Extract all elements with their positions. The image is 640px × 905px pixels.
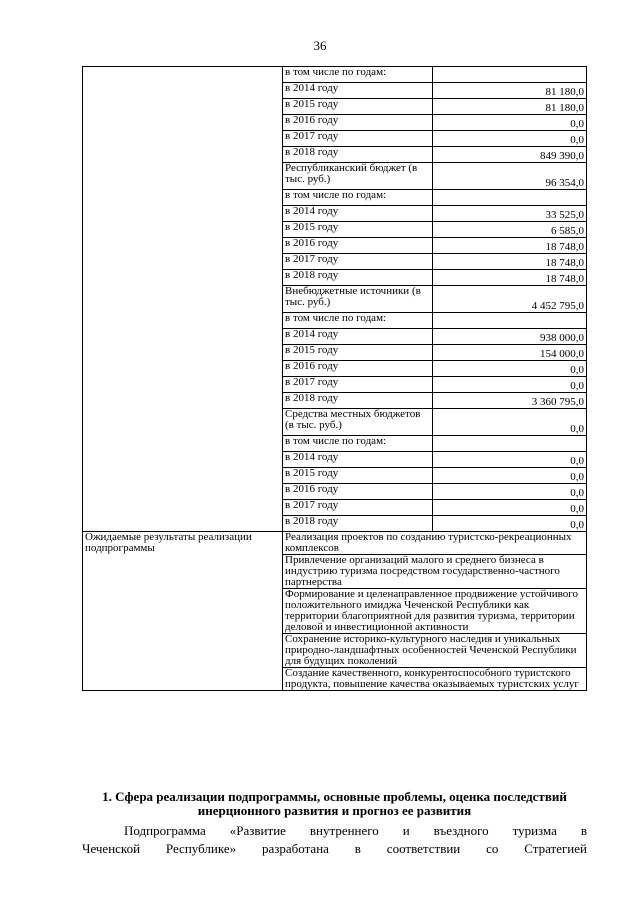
finance-row-label: в 2015 году bbox=[283, 222, 433, 238]
result-item: Реализация проектов по созданию туристско-рекреационных комплексов bbox=[283, 532, 587, 555]
finance-row-value bbox=[433, 436, 587, 452]
finance-row-value bbox=[433, 67, 587, 83]
finance-row-label: в 2014 году bbox=[283, 83, 433, 99]
finance-row-label: в 2014 году bbox=[283, 206, 433, 222]
finance-row-label: в том числе по годам: bbox=[283, 190, 433, 206]
results-row bbox=[83, 532, 587, 555]
finance-row-label: Внебюджетные источники (в тыс. руб.) bbox=[283, 286, 433, 313]
finance-left-blank-cell bbox=[83, 67, 283, 532]
finance-row-value: 4 452 795,0 bbox=[433, 286, 587, 313]
finance-row-value: 0,0 bbox=[433, 409, 587, 436]
finance-row-label: в 2015 году bbox=[283, 468, 433, 484]
finance-row-label: в 2015 году bbox=[283, 99, 433, 115]
finance-row-value bbox=[433, 313, 587, 329]
finance-row-label: в 2017 году bbox=[283, 500, 433, 516]
finance-row-label: в 2018 году bbox=[283, 516, 433, 532]
page-number: 36 bbox=[313, 38, 327, 53]
finance-row-label: в 2014 году bbox=[283, 452, 433, 468]
finance-row-label: в 2016 году bbox=[283, 115, 433, 131]
program-table-body bbox=[83, 67, 587, 691]
finance-row-value: 0,0 bbox=[433, 468, 587, 484]
finance-row-label: в 2018 году bbox=[283, 393, 433, 409]
finance-row bbox=[83, 67, 587, 83]
finance-row-label: в том числе по годам: bbox=[283, 313, 433, 329]
finance-row-label: Средства местных бюджетов (в тыс. руб.) bbox=[283, 409, 433, 436]
paragraph-line-1: Подпрограмма «Развитие внутреннего и въездного туризма в bbox=[124, 823, 587, 838]
result-item: Привлечение организаций малого и среднего бизнеса в индустрию туризма посредством государственно-частного партнерства bbox=[283, 555, 587, 589]
finance-row-value: 154 000,0 bbox=[433, 345, 587, 361]
finance-row-label: в том числе по годам: bbox=[283, 436, 433, 452]
finance-row-value: 6 585,0 bbox=[433, 222, 587, 238]
finance-row-label: в 2016 году bbox=[283, 484, 433, 500]
finance-row-value: 18 748,0 bbox=[433, 270, 587, 286]
finance-row-value: 18 748,0 bbox=[433, 238, 587, 254]
finance-row-label: в 2014 году bbox=[283, 329, 433, 345]
finance-row-label: в 2017 году bbox=[283, 254, 433, 270]
finance-row-value: 938 000,0 bbox=[433, 329, 587, 345]
finance-row-value: 81 180,0 bbox=[433, 83, 587, 99]
paragraph-line-2: Чеченской Республике» разработана в соответствии со Стратегией bbox=[82, 841, 587, 856]
section-heading: 1. Сфера реализации подпрограммы, основные проблемы, оценка последствий инерционного развития и прогноз ее развития bbox=[102, 789, 567, 818]
finance-row-value: 33 525,0 bbox=[433, 206, 587, 222]
finance-row-label: в 2015 году bbox=[283, 345, 433, 361]
finance-row-label: в том числе по годам: bbox=[283, 67, 433, 83]
finance-row-value: 0,0 bbox=[433, 115, 587, 131]
result-item: Формирование и целенаправленное продвижение устойчивого положительного имиджа Чеченской Республики как территории благоприятной для развития туризма, территории деловой и инвестиционной активности bbox=[283, 589, 587, 634]
finance-row-value: 81 180,0 bbox=[433, 99, 587, 115]
finance-row-value: 0,0 bbox=[433, 131, 587, 147]
finance-row-label: Республиканский бюджет (в тыс. руб.) bbox=[283, 163, 433, 190]
finance-row-value: 0,0 bbox=[433, 361, 587, 377]
finance-row-value: 0,0 bbox=[433, 377, 587, 393]
finance-row-label: в 2018 году bbox=[283, 147, 433, 163]
finance-row-label: в 2016 году bbox=[283, 361, 433, 377]
result-item: Сохранение историко-культурного наследия и уникальных природно-ландшафтных особенностей Чеченской Республики для будущих поколений bbox=[283, 634, 587, 668]
finance-row-value: 0,0 bbox=[433, 484, 587, 500]
finance-row-label: в 2017 году bbox=[283, 377, 433, 393]
finance-row-value: 18 748,0 bbox=[433, 254, 587, 270]
finance-row-value: 849 390,0 bbox=[433, 147, 587, 163]
program-table bbox=[82, 66, 587, 691]
finance-row-label: в 2016 году bbox=[283, 238, 433, 254]
finance-row-label: в 2018 году bbox=[283, 270, 433, 286]
finance-row-value: 0,0 bbox=[433, 452, 587, 468]
finance-row-label: в 2017 году bbox=[283, 131, 433, 147]
finance-row-value: 3 360 795,0 bbox=[433, 393, 587, 409]
finance-row-value: 96 354,0 bbox=[433, 163, 587, 190]
results-label: Ожидаемые результаты реализации подпрограммы bbox=[83, 532, 283, 691]
finance-row-value bbox=[433, 190, 587, 206]
finance-row-value: 0,0 bbox=[433, 500, 587, 516]
result-item: Создание качественного, конкурентоспособного туристского продукта, повышение качества оказываемых туристских услуг bbox=[283, 668, 587, 691]
finance-row-value: 0,0 bbox=[433, 516, 587, 532]
